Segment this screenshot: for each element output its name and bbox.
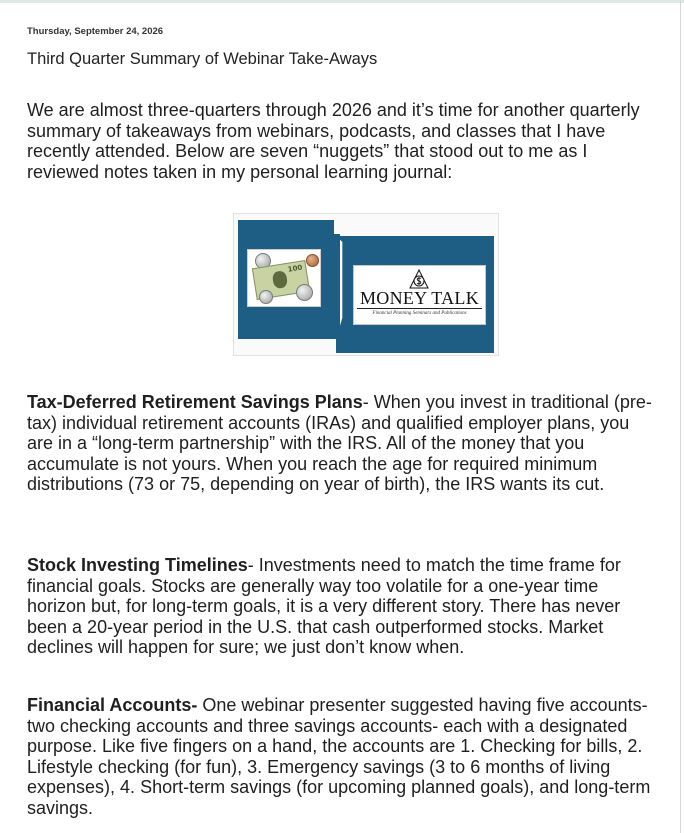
section-heading: Stock Investing Timelines (27, 555, 248, 575)
intro-paragraph: We are almost three-quarters through 2026 and it’s time for another quarterly summary of takeaways from webinars, podcasts, and classes that I have recently attended. Below are seven “nuggets” that stood out to me as I reviewed notes taken in my personal learning journal: (27, 100, 640, 182)
section-heading: Tax-Deferred Retirement Savings Plans (27, 392, 363, 412)
section-body: - Investments need to match the time frame for financial goals. Stocks are generally way too volatile for a one-year time horizon but, for long-term goals, it is a very different story. There has never been a 20-year period in the U.S. that cash outperformed stocks. Market declines will happen for sure; we just don’t know when. (27, 555, 621, 657)
section-body: One webinar presenter suggested having five accounts- two checking accounts and three savings accounts- each with a designated purpose. Like five fingers on a hand, the accounts are 1. Checking for bills, 2. Lifestyle checking (for fun), 3. Emergency savings (3 to 6 months of living expenses), 4. Short-term savings (for upcoming planned goals), and long-term savings. (27, 695, 651, 818)
dollar-emblem-icon (407, 268, 431, 290)
folder-tab (330, 234, 340, 339)
section-body: - When you invest in traditional (pre-tax) individual retirement accounts (IRAs) and qualified employer plans, you are in a “long-term partnership” with the IRS. All of the money that you accumulate is not yours. When you reach the age for required minimum distributions (73 or 75, depending on year of birth), the IRS wants its cut. (27, 392, 652, 494)
coin-icon (296, 284, 313, 301)
logo-tagline: Financial Planning Seminars and Publications (372, 311, 467, 316)
section-paragraph (27, 695, 655, 818)
section-paragraph (27, 392, 655, 495)
section-heading: Financial Accounts- (27, 695, 198, 715)
top-border-strip (0, 0, 684, 3)
money-talk-logo-image (233, 213, 499, 356)
penny-icon (306, 254, 319, 267)
logo-name: MONEY TALK (359, 288, 480, 308)
right-divider (680, 0, 681, 833)
money-picture (247, 249, 321, 307)
money-talk-sign (353, 265, 486, 325)
post-date: Thursday, September 24, 2026 (27, 26, 164, 37)
coin-icon (259, 290, 273, 304)
post-title[interactable]: Third Quarter Summary of Webinar Take-Aways (27, 50, 378, 68)
bill-value: 100 (287, 263, 303, 274)
logo-rule (357, 308, 482, 309)
section-paragraph (27, 555, 655, 658)
portrait-icon (272, 270, 288, 289)
